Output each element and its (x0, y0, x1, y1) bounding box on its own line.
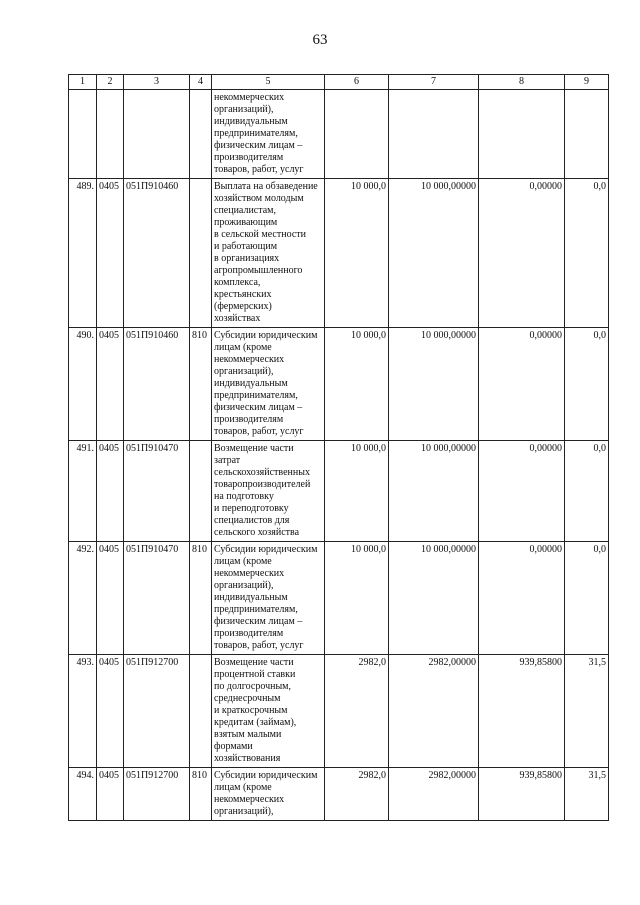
row-number: 490. (69, 328, 97, 441)
target-article-code: 051П910460 (124, 328, 190, 441)
execution-percent (565, 90, 609, 179)
item-name-line: на подготовку (214, 491, 274, 502)
item-name-line: предпринимателям, (214, 604, 298, 615)
executed-amount: 0,00000 (479, 441, 565, 542)
execution-percent: 0,0 (565, 542, 609, 655)
section-code: 0405 (97, 655, 124, 768)
table-row (69, 179, 609, 328)
approved-amount: 10 000,0 (325, 179, 389, 328)
approved-amount: 10 000,0 (325, 441, 389, 542)
item-name (212, 655, 325, 768)
item-name-line: товаров, работ, услуг (214, 426, 304, 437)
item-name-line: агропромышленного (214, 265, 303, 276)
item-name-line: и переподготовку (214, 503, 289, 514)
item-name (212, 90, 325, 179)
item-name-line: по долгосрочным, (214, 681, 292, 692)
item-name-line: и работающим (214, 241, 278, 252)
approved-amount (325, 90, 389, 179)
column-header: 1 (69, 75, 97, 90)
item-name-line: лицам (кроме (214, 342, 272, 353)
item-name-line: предпринимателям, (214, 128, 298, 139)
item-name (212, 328, 325, 441)
table-row (69, 328, 609, 441)
item-name-line: организаций), (214, 366, 274, 377)
target-article-code: 051П912700 (124, 655, 190, 768)
column-header: 5 (212, 75, 325, 90)
target-article-code (124, 90, 190, 179)
planned-amount: 2982,00000 (389, 768, 479, 821)
item-name-line: Субсидии юридическим (214, 544, 318, 555)
item-name-line: производителям (214, 628, 284, 639)
column-header: 6 (325, 75, 389, 90)
item-name-line: хозяйствования (214, 753, 281, 764)
item-name-line: Субсидии юридическим (214, 770, 318, 781)
executed-amount: 0,00000 (479, 328, 565, 441)
column-number-row (69, 75, 609, 90)
item-name-line: комплекса, (214, 277, 261, 288)
expense-type-code: 810 (190, 768, 212, 821)
item-name-line: Возмещение части (214, 657, 294, 668)
item-name-line: в сельской местности (214, 229, 306, 240)
planned-amount: 2982,00000 (389, 655, 479, 768)
section-code: 0405 (97, 441, 124, 542)
row-number (69, 90, 97, 179)
item-name-line: физическим лицам – (214, 402, 303, 413)
item-name-line: производителям (214, 152, 284, 163)
item-name-line: организаций), (214, 104, 274, 115)
item-name (212, 768, 325, 821)
item-name-line: Субсидии юридическим (214, 330, 318, 341)
item-name-line: в организациях (214, 253, 280, 264)
item-name-line: предпринимателям, (214, 390, 298, 401)
item-name-line: среднесрочным (214, 693, 281, 704)
item-name-line: некоммерческих (214, 794, 285, 805)
expense-type-code: 810 (190, 542, 212, 655)
expense-type-code (190, 90, 212, 179)
item-name-line: сельскохозяйственных (214, 467, 310, 478)
item-name-line: товаропроизводителей (214, 479, 311, 490)
expense-type-code (190, 441, 212, 542)
item-name-line: товаров, работ, услуг (214, 164, 304, 175)
column-header: 4 (190, 75, 212, 90)
item-name-line: организаций), (214, 580, 274, 591)
row-number: 491. (69, 441, 97, 542)
item-name-line: некоммерческих (214, 354, 285, 365)
section-code: 0405 (97, 328, 124, 441)
item-name (212, 179, 325, 328)
page-number: 63 (312, 32, 328, 48)
item-name-line: кредитам (займам), (214, 717, 297, 728)
executed-amount: 939,85800 (479, 768, 565, 821)
table-row (69, 768, 609, 821)
planned-amount: 10 000,00000 (389, 179, 479, 328)
item-name-line: производителям (214, 414, 284, 425)
execution-percent: 0,0 (565, 179, 609, 328)
item-name-line: процентной ставки (214, 669, 296, 680)
planned-amount: 10 000,00000 (389, 328, 479, 441)
expense-type-code (190, 655, 212, 768)
planned-amount (389, 90, 479, 179)
item-name-line: некоммерческих (214, 568, 285, 579)
executed-amount: 0,00000 (479, 542, 565, 655)
expense-type-code (190, 179, 212, 328)
column-header: 9 (565, 75, 609, 90)
approved-amount: 10 000,0 (325, 328, 389, 441)
item-name-line: специалистов для (214, 515, 290, 526)
table-row (69, 542, 609, 655)
approved-amount: 2982,0 (325, 768, 389, 821)
table-row (69, 655, 609, 768)
section-code: 0405 (97, 542, 124, 655)
target-article-code: 051П910470 (124, 441, 190, 542)
execution-percent: 0,0 (565, 328, 609, 441)
item-name-line: лицам (кроме (214, 782, 272, 793)
executed-amount: 939,85800 (479, 655, 565, 768)
item-name-line: физическим лицам – (214, 140, 303, 151)
execution-percent: 31,5 (565, 655, 609, 768)
table-row (69, 90, 609, 179)
row-number: 489. (69, 179, 97, 328)
approved-amount: 2982,0 (325, 655, 389, 768)
item-name-line: индивидуальным (214, 378, 288, 389)
item-name-line: проживающим (214, 217, 278, 228)
target-article-code: 051П910470 (124, 542, 190, 655)
table-row (69, 441, 609, 542)
target-article-code: 051П910460 (124, 179, 190, 328)
item-name-line: физическим лицам – (214, 616, 303, 627)
expense-type-code: 810 (190, 328, 212, 441)
target-article-code: 051П912700 (124, 768, 190, 821)
column-header: 8 (479, 75, 565, 90)
item-name-line: Возмещение части (214, 443, 294, 454)
item-name-line: некоммерческих (214, 92, 285, 103)
item-name-line: хозяйствах (214, 313, 261, 324)
item-name-line: формами (214, 741, 253, 752)
planned-amount: 10 000,00000 (389, 542, 479, 655)
item-name-line: Выплата на обзаведение (214, 181, 318, 192)
item-name (212, 441, 325, 542)
execution-percent: 31,5 (565, 768, 609, 821)
approved-amount: 10 000,0 (325, 542, 389, 655)
item-name-line: организаций), (214, 806, 274, 817)
planned-amount: 10 000,00000 (389, 441, 479, 542)
column-header: 3 (124, 75, 190, 90)
item-name-line: индивидуальным (214, 592, 288, 603)
item-name-line: взятым малыми (214, 729, 282, 740)
section-code: 0405 (97, 179, 124, 328)
execution-percent: 0,0 (565, 441, 609, 542)
item-name-line: лицам (кроме (214, 556, 272, 567)
section-code: 0405 (97, 768, 124, 821)
item-name (212, 542, 325, 655)
item-name-line: сельского хозяйства (214, 527, 300, 538)
table-body (69, 90, 609, 821)
section-code (97, 90, 124, 179)
item-name-line: затрат (214, 455, 241, 466)
row-number: 492. (69, 542, 97, 655)
row-number: 493. (69, 655, 97, 768)
budget-table (68, 74, 609, 821)
item-name-line: товаров, работ, услуг (214, 640, 304, 651)
item-name-line: специалистам, (214, 205, 276, 216)
executed-amount: 0,00000 (479, 179, 565, 328)
executed-amount (479, 90, 565, 179)
column-header: 2 (97, 75, 124, 90)
item-name-line: крестьянских (214, 289, 272, 300)
item-name-line: и краткосрочным (214, 705, 288, 716)
row-number: 494. (69, 768, 97, 821)
item-name-line: (фермерских) (214, 301, 272, 312)
item-name-line: индивидуальным (214, 116, 288, 127)
column-header: 7 (389, 75, 479, 90)
item-name-line: хозяйством молодым (214, 193, 304, 204)
